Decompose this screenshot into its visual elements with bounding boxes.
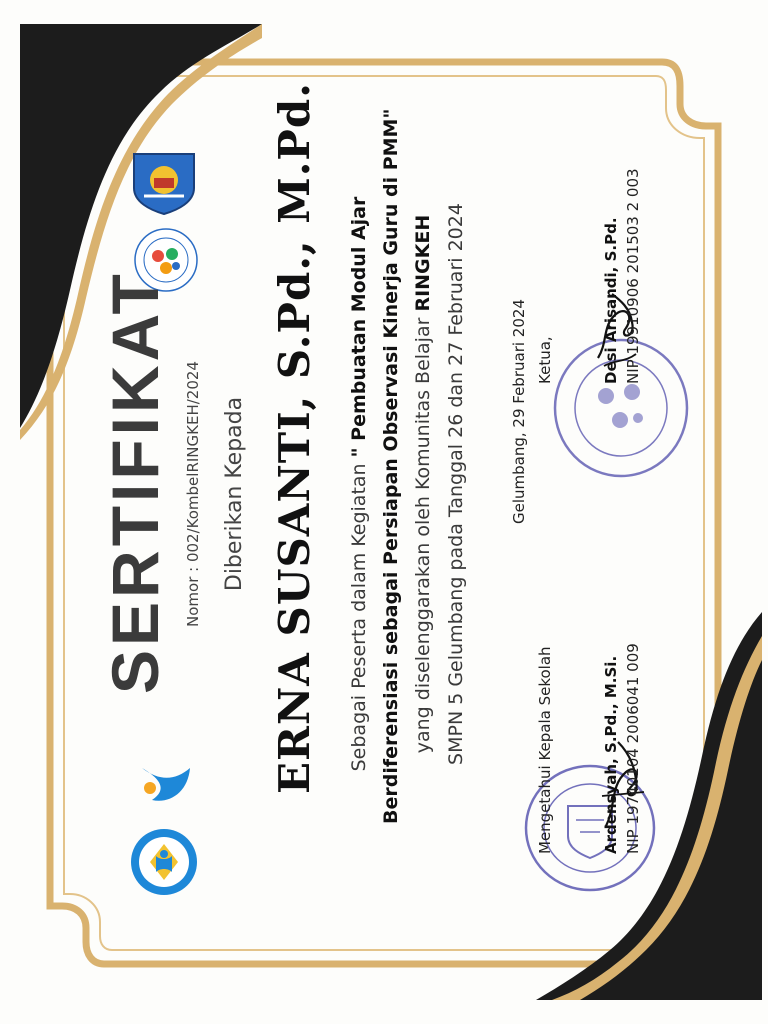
- headmaster-nip: NIP 19740104 2006041 009: [624, 643, 642, 854]
- description-line-3: [412, 144, 434, 824]
- description-line-2: Berdiferensiasi sebagai Persiapan Observasi Kinerja Guru di PMM": [380, 108, 402, 824]
- community-name: RINGKEH: [412, 214, 434, 312]
- chair-name: Desi Arisandi, S.Pd.: [602, 217, 620, 384]
- headmaster-name: Ardensyah, S.Pd., M.Si.: [602, 655, 620, 854]
- given-to-label: Diberikan Kepada: [222, 396, 247, 592]
- description-line-4: SMPN 5 Gelumbang pada Tanggal 26 dan 27 Februari 2024: [445, 203, 467, 765]
- recipient-name: ERNA SUSANTI, S.Pd., M.Pd.: [270, 82, 319, 794]
- place-date: Gelumbang, 29 Februari 2024: [510, 299, 528, 524]
- certificate-number: Nomor : 002/KombelRINGKEH/2024: [184, 361, 202, 627]
- description-line-1-activity: " Pembuatan Modul Ajar: [348, 196, 370, 458]
- description-line-1: [348, 144, 370, 824]
- description-line-1-prefix: Sebagai Peserta dalam Kegiatan: [348, 457, 370, 772]
- certificate-title: SERTIFIKAT: [98, 270, 172, 694]
- chair-nip: NIP 19910906 201503 2 003: [624, 168, 642, 384]
- chair-role: Ketua,: [536, 336, 554, 384]
- description-line-3-prefix: yang diselenggarakan oleh Komunitas Belajar: [412, 311, 434, 754]
- headmaster-role: Mengetahui Kepala Sekolah: [536, 646, 554, 854]
